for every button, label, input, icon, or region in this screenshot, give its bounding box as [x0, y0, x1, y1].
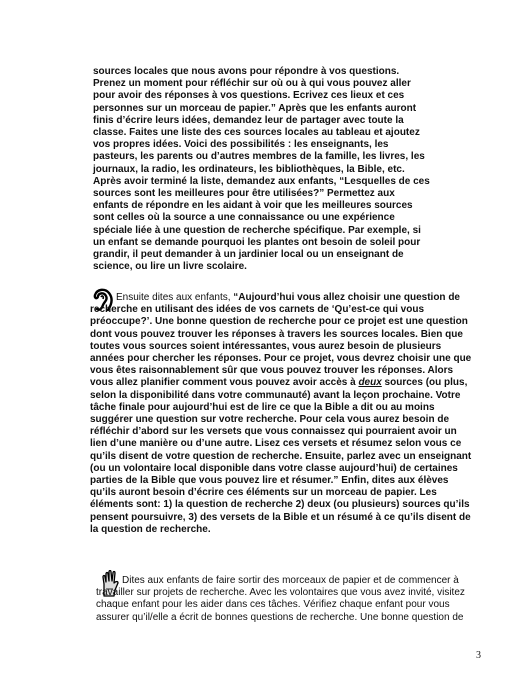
text-line: journaux, la radio, les ordinateurs, les bibliothèques, la Bible, etc. [93, 163, 405, 175]
text-line: qu’ils disent de votre question de recherche. Ensuite, parlez avec un enseignant [90, 450, 472, 462]
text-line: suggérer une question sur votre recherche. Pour cela vous aurez besoin de [90, 414, 449, 426]
page-number: 3 [476, 650, 481, 661]
text-line: sont celles où la source a une connaissance ou une expérience [93, 212, 395, 224]
text-line: chaque enfant pour les aider dans ces tâches. Vérifiez chaque enfant pour vous [96, 599, 450, 611]
text-line: vous êtes raisonnablement sûr que vous pouvez trouver les réponses. Alors [90, 365, 454, 377]
emphasized-word: deux [358, 377, 382, 389]
text-after: sources (ou plus, [381, 377, 468, 389]
text-line: années pour chercher les réponses. Pour ce projet, vous devrez choisir une que [90, 353, 472, 365]
text-line: préoccupe?’. Une bonne question de recherche pour ce projet est une question [90, 316, 468, 328]
text-line: sources locales que nous avons pour répondre à vos questions. [93, 66, 400, 77]
quote-start: “Aujourd’hui vous allez choisir une question de [233, 292, 460, 303]
paragraph-research-question [90, 292, 494, 536]
text-line: Prenez un moment pour réfléchir sur où ou à qui vous pouvez aller [93, 78, 411, 90]
text-line: recherche en utilisant des idées de vos carnets de ‘Qu’est-ce qui vous [90, 304, 425, 316]
paragraph-first-line [90, 292, 494, 304]
text-line: pensent poursuivre, 3) des versets de la Bible et un résumé à ce qu’ils disent de [90, 511, 471, 523]
text-line: science, ou lire un livre scolaire. [93, 261, 247, 273]
intro-text: Ensuite dites aux enfants, [116, 292, 234, 303]
text-line: éléments sont: 1) la question de recherche 2) deux (ou plusieurs) sources qu’ils [90, 499, 470, 511]
line-deux [90, 377, 494, 389]
text-line: travailler sur projets de recherche. Avec les volontaires que vous avez invité, visitez [96, 587, 465, 599]
text-line: finis d’écrire leurs idées, demandez leur de partager avec toute la [93, 114, 404, 126]
text-line: qu’ils auront besoin d’écrire ces éléments sur un morceau de papier. Les [90, 487, 437, 499]
text-before: vous allez planifier comment vous pouvez avoir accès à [90, 377, 359, 389]
text-line: un enfant se demande pourquoi les plantes ont besoin de soleil pour [93, 236, 421, 248]
text-line: dont vous pouvez trouver les réponses à travers les sources locales. Bien que [90, 328, 463, 340]
text-line: réfléchir d’abord sur les versets que vous connaissez qui pourraient avoir un [90, 426, 457, 438]
text-line: grandir, il peut demander à un jardinier local ou un enseignant de [93, 249, 404, 261]
text-line: la question de recherche. [90, 523, 211, 535]
text-line: sources sont les meilleures pour être utilisées?” Permettez aux [93, 188, 395, 200]
text-line: classe. Faites une liste des ces sources locales au tableau et ajoutez [93, 127, 420, 139]
text-line: assurer qu’il/elle a écrit de bonnes questions de recherche. Une bonne question de [96, 611, 464, 623]
text-line: parties de la Bible que vous pouvez lire et résumer.” Enfin, dites aux élèves [90, 475, 449, 487]
text-line: personnes sur un morceau de papier.” Après que les enfants auront [93, 102, 417, 114]
text-line: vos propres idées. Voici des possibilités : les enseignants, les [93, 139, 389, 151]
paragraph-start-projects [96, 575, 498, 624]
text-line: pasteurs, les parents ou d’autres membres de la famille, les livres, les [93, 151, 425, 163]
text-line: pour avoir des réponses à vos questions. Ecrivez ces lieux et ces [93, 90, 405, 102]
text-line: selon la disponibilité dans votre communauté) avant la leçon prochaine. Votre [90, 389, 461, 401]
text-line: toutes vous sources soient intéressantes, vous aurez besoin de plusieurs [90, 340, 442, 352]
paragraph-local-sources [93, 66, 493, 273]
text-line: Dites aux enfants de faire sortir des morceaux de papier et de commencer à [122, 575, 459, 586]
text-line: enfants de répondre en les aidant à voir que les meilleures sources [93, 200, 413, 212]
text-line: tâche finale pour aujourd’hui est de lire ce que la Bible a dit ou au moins [90, 401, 435, 413]
text-line: spéciale liée à une question de recherche spécifique. Par exemple, si [93, 224, 421, 236]
text-line: Après avoir terminé la liste, demandez aux enfants, “Lesquelles de ces [93, 175, 430, 187]
text-line: lien d’une manière ou d’une autre. Lisez ces versets et résumez selon vous ce [90, 438, 462, 450]
text-line: (ou un volontaire local disponible dans votre classe aujourd’hui) de certaines [90, 462, 458, 474]
